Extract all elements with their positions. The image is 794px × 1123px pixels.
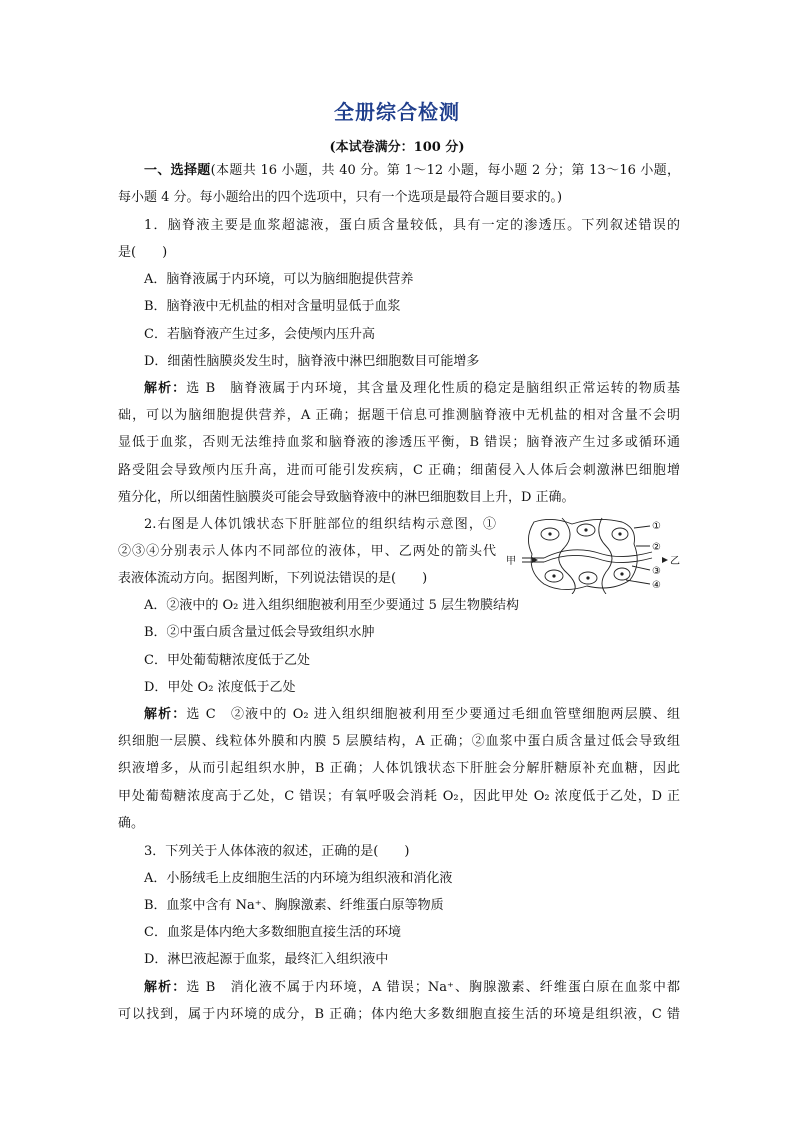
page-title: 全册综合检测 — [334, 100, 460, 124]
q2-option-b: B．②中蛋白质含量过低会导致组织水肿 — [144, 625, 375, 640]
q1-option-d: D．细菌性脑膜炎发生时，脑脊液中淋巴细胞数目可能增多 — [144, 354, 480, 369]
section-intro — [118, 162, 680, 180]
q1-option-c: C．若脑脊液产生过多，会使颅内压升高 — [144, 327, 375, 342]
q1-option-a: A．脑脊液属于内环境，可以为脑细胞提供营养 — [144, 272, 414, 287]
diagram-marker-4: ④ — [652, 580, 661, 591]
q2-option-a: A．②液中的 O₂ 进入组织细胞被利用至少要通过 5 层生物膜结构 — [144, 598, 520, 613]
q3-analysis-1 — [118, 979, 680, 997]
q1-option-b: B．脑脊液中无机盐的相对含量明显低于血浆 — [144, 299, 401, 314]
q1-analysis-2: 础，可以为脑细胞提供营养，A 正确；据题干信息可推测脑脊液中无机盐的相对含量不会明 — [118, 408, 680, 423]
analysis-label: 解析： — [144, 707, 187, 722]
q2-analysis-1 — [118, 706, 680, 724]
section-desc-2: 每小题 4 分。每小题给出的四个选项中，只有一个选项是最符合题目要求的。) — [118, 190, 563, 205]
analysis-text: 选 B 消化液不属于内环境，A 错误；Na⁺、胸腺激素、纤维蛋白原在血浆中都 — [186, 980, 680, 995]
q2-option-c: C．甲处葡萄糖浓度低于乙处 — [144, 653, 310, 668]
analysis-text: 选 B 脑脊液属于内环境，其含量及理化性质的稳定是脑组织正常运转的物质基 — [186, 381, 680, 396]
diagram-marker-3: ③ — [652, 566, 661, 577]
q1-analysis-4: 路受阻会导致颅内压升高，进而可能引发疾病，C 正确；细菌侵入人体后会刺激淋巴细胞增 — [118, 463, 680, 478]
q3-option-a: A．小肠绒毛上皮细胞生活的内环境为组织液和消化液 — [144, 871, 453, 886]
analysis-label: 解析： — [144, 381, 187, 396]
q2-analysis-5: 确。 — [118, 816, 145, 831]
diagram-label-yi: 乙 — [670, 556, 680, 567]
q1-analysis-5: 殖分化，所以细菌性脑膜炎可能会导致脑脊液中的淋巴细胞数目上升，D 正确。 — [118, 490, 575, 505]
q3-option-d: D．淋巴液起源于血浆，最终汇入组织液中 — [144, 952, 389, 967]
q2-analysis-3: 织液增多，从而引起组织水肿，B 正确；人体饥饿状态下肝脏会分解肝糖原补充血糖，因此 — [118, 761, 680, 776]
analysis-text: 选 C ②液中的 O₂ 进入组织细胞被利用至少要通过毛细血管壁细胞两层膜、组 — [186, 707, 680, 722]
q1-stem-2: 是( ) — [118, 245, 168, 260]
diagram-marker-2: ② — [652, 542, 661, 553]
q3-option-b: B．血浆中含有 Na⁺、胸腺激素、纤维蛋白原等物质 — [144, 898, 444, 913]
diagram-marker-1: ① — [652, 521, 661, 532]
q2-stem-1: 2.右图是人体饥饿状态下肝脏部位的组织结构示意图，① — [144, 517, 496, 532]
liver-tissue-diagram — [502, 514, 682, 594]
score-note: (本试卷满分：100 分) — [329, 140, 465, 155]
q2-stem-3: 表液体流动方向。据图判断，下列说法错误的是( ) — [118, 571, 428, 586]
q2-option-d: D．甲处 O₂ 浓度低于乙处 — [144, 680, 296, 695]
q1-analysis-1 — [118, 380, 680, 398]
q3-option-c: C．血浆是体内绝大多数细胞直接生活的环境 — [144, 925, 401, 940]
section-desc-1: (本题共 16 小题，共 40 分。第 1～12 小题，每小题 2 分；第 13～16 小题， — [210, 163, 680, 178]
section-heading: 一、选择题 — [144, 163, 211, 178]
q2-analysis-4: 甲处葡萄糖浓度高于乙处，C 错误；有氧呼吸会消耗 O₂，因此甲处 O₂ 浓度低于乙处，D 正 — [118, 789, 680, 804]
q1-analysis-3: 显低于血浆，否则无法维持血浆和脑脊液的渗透压平衡，B 错误；脑脊液产生过多或循环通 — [118, 435, 680, 450]
q2-stem-2: ②③④分别表示人体内不同部位的液体，甲、乙两处的箭头代 — [118, 544, 496, 559]
analysis-label: 解析： — [144, 980, 187, 995]
q3-stem: 3．下列关于人体体液的叙述，正确的是( ) — [144, 844, 410, 859]
q3-analysis-2: 可以找到，属于内环境的成分，B 正确；体内绝大多数细胞直接生活的环境是组织液，C 错 — [118, 1007, 680, 1022]
q2-analysis-2: 织细胞一层膜、线粒体外膜和内膜 5 层膜结构，A 正确；②血浆中蛋白质含量过低会导致组 — [118, 734, 680, 749]
diagram-label-jia: 甲 — [506, 556, 516, 567]
q1-stem-1: 1．脑脊液主要是血浆超滤液，蛋白质含量较低，具有一定的渗透压。下列叙述错误的 — [144, 218, 680, 233]
